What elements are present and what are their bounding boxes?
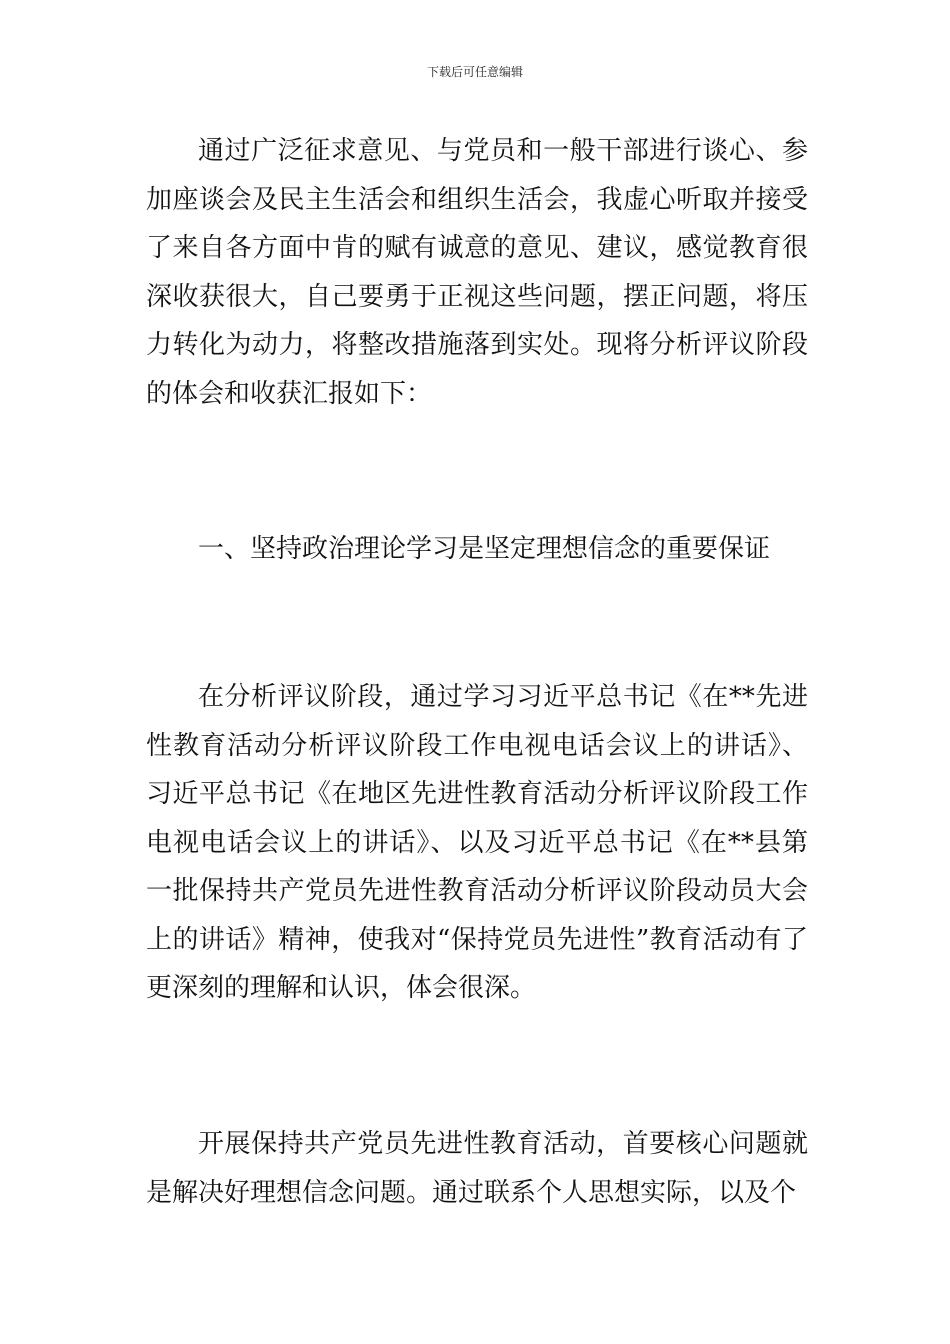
body-paragraph-2: 在分析评议阶段，通过学习习近平总书记《在**先进性教育活动分析评议阶段工作电视电话会议上的讲话》、习近平总书记《在地区先进性教育活动分析评议阶段工作电视电话会议上的讲话》、以及习近平总书记《在**县第一批保持共产党员先进性教育活动分析评议阶段动员大会上的讲话》精神，使我对“保持党员先进性”教育活动有了更深刻的理解和认识，体会很深。 bbox=[146, 682, 808, 1003]
section-heading-1: 一、坚持政治理论学习是坚定理想信念的重要保证 bbox=[198, 534, 771, 564]
header-note: 下载后可任意编辑 bbox=[426, 65, 523, 79]
body-paragraph-1: 通过广泛征求意见、与党员和一般干部进行谈心、参加座谈会及民主生活会和组织生活会，我虚心听取并接受了来自各方面中肯的赋有诚意的意见、建议，感觉教育很深收获很大，自己要勇于正视这些问题，摆正问题，将压力转化为动力，将整改措施落到实处。现将分析评议阶段的体会和收获汇报如下： bbox=[146, 136, 808, 409]
body-paragraph-3: 开展保持共产党员先进性教育活动，首要核心问题就是解决好理想信念问题。通过联系个人思想实际，以及个 bbox=[146, 1129, 808, 1208]
